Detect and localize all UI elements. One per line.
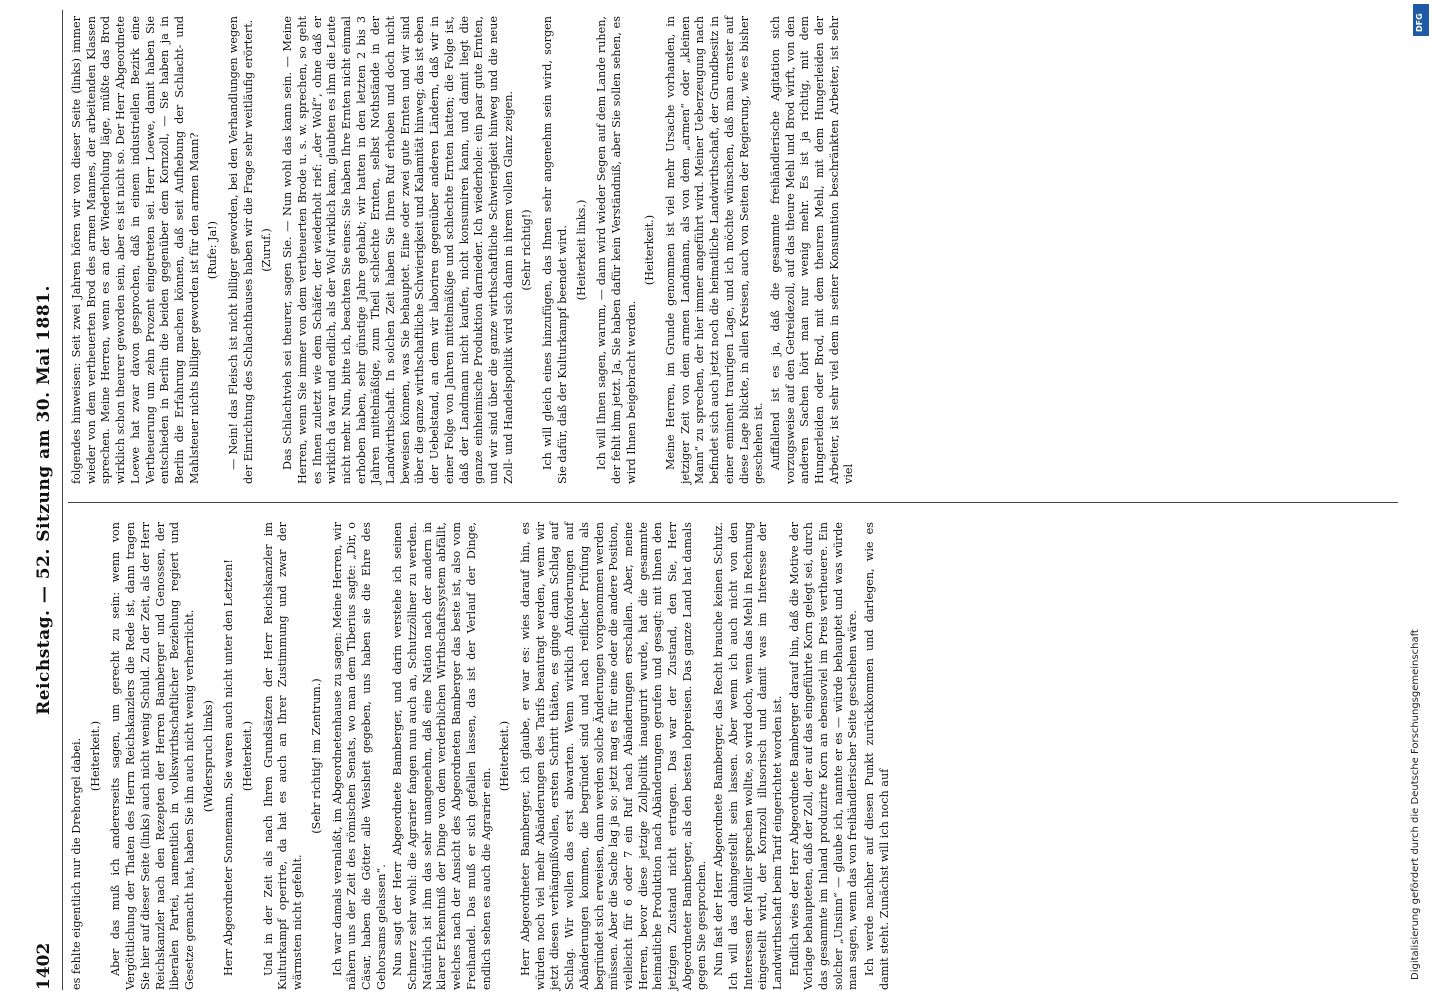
paragraph: Herr Abgeordneter Sonnemann, Sie waren auch nicht unter den Letzten! xyxy=(222,559,236,976)
paragraph: Endlich wies der Herr Abgeordnete Bamberger darauf hin, daß die Motive der Vorlage behaupteten, daß der Zoll, der auf das eingeführte Korn gelegt sei, durch das gesammte im Inland produzirte Korn an ebensoviel im Preis vertheuere. Ein solcher „Unsinn“ — glaube ich, nannte er es — würde behauptet und was würde man sagen, wenn das von freihändlerischer Seite geschehen wäre. xyxy=(787,522,860,990)
paragraph: Ich will Ihnen sagen, warum, — dann wird wieder Segen auf dem Lande ruhen, der fehlt ihm jetzt. Ja, Sie haben dafür kein Verständniß, aber Sie sollen sehen, es wird Ihnen beigebracht werden. xyxy=(595,16,638,484)
paragraph: Herr Abgeordneter Bamberger, ich glaube, er war es: wies darauf hin, es würden noch viel mehr Abänderungen des Tarifs beantragt werden, wenn wir jetzt diesen verhängnißvollen, ersten Schritt thäten, es ginge dann Schlag auf Schlag. Wir wollen das erst abwarten. Wenn wirklich Anforderungen auf Abänderungen kommen, die begründet sind und nach reiflicher Prüfung als begründet sich erweisen, dann werden solche Änderungen vorgenommen werden müssen. Aber die Sache lag ja so: jetzt mag es für eine oder die andere Position, vielleicht für 6 oder 7 ein Ruf nach Abänderungen erschallen. Aber, meine Herren, bevor diese jetzige Zollpolitik inaugurirt wurde, hat die gesammte heimatliche Produktion nach Abänderungen gerufen und gesagt: mit Ihnen den jetzigen Zustand nicht ertragen. Das war der Zustand, den Sie, Herr Abgeordneter Bamberger, als den besten lobpreisen. Das ganze Land hat damals gegen Sie gesprochen. xyxy=(518,522,709,990)
digitization-credit xyxy=(1410,40,1424,980)
paragraph: Nun fast der Herr Abgeordnete Bamberger, das Recht brauche keinen Schutz. Ich will das dahingestellt sein lassen. Aber wenn ich auch nicht von den Interessen der Müller sprechen wollte, so wird doch, wenn das Mehl in Rechnung eingestellt wird, der Kornzoll illusorisch und damit was im Interesse der Landwirthschaft beim Tarif eingerichtet worden ist. xyxy=(712,522,784,990)
interjection: (Sehr richtig!) xyxy=(520,209,534,291)
paragraph: Das Schlachtvieh sei theurer, sagen Sie. — Nun wohl das kann sein. — Meine Herren, wenn Sie immer von dem vertheuerten Brode u. s. w. sprechen, so geht es Ihnen zuletzt wie dem Schäfer, der wiederholt rief: „der Wolf“, ohne daß er wirklich da war und endlich, als der Wolf wirklich kam, glaubten es ihm die Leute nicht mehr. Nun, bitte ich, beachten Sie eines: Sie haben Ihre Ernten nicht einmal erhoben haben, sehr günstige Jahre gehabt; wir hatten in den letzten 2 bis 3 Jahren mittelmäßige, zum Theil schlechte Ernten, selbst Nothstände in der Landwirthschaft. In solchen Zeit haben Sie Ihren Ruf erhoben und doch nicht beweisen können, was Sie behauptet. Eine oder zwei gute Ernten und wir sind über die ganze wirthschaftliche Schwierigkeit und Kalamität hinweg; das ist eben der Uebelstand, an dem wir laboriren gegenüber anderen Ländern, daß wir in einer Folge von Jahren mittelmäßige und schlechte Ernten hatten; die Folge ist, daß der Landmann nicht kaufen, nicht konsumiren kann, und damit liegt die ganze einheimische Produktion darnieder. Ich wiederhole: ein paar gute Ernten, und wir sind über die ganze wirthschaftliche Schwierigkeit hinweg und die neue Zoll- und Handelspolitik wird sich dann in ihrem vollen Glanz zeigen. xyxy=(281,16,515,484)
right-column xyxy=(70,16,859,484)
dfg-logo: DFG xyxy=(1413,4,1429,36)
paragraph: Und in der Zeit als nach Ihren Grundsätzen der Herr Reichskanzler im Kulturkampf operirte, da hat es auch an Ihrer Zustimmung und zwar der wärmsten nicht gefehlt. xyxy=(261,522,305,990)
interjection: (Heiterkeit links.) xyxy=(574,199,588,301)
page-number: 1402 xyxy=(34,942,54,990)
header-rule xyxy=(62,10,63,990)
rotated-page-content xyxy=(30,10,1410,990)
paragraph: es fehlte eigentlich nur die Drehorgel dabei. xyxy=(70,737,83,990)
interjection: (Sehr richtig! im Zentrum.) xyxy=(309,678,323,834)
interjection: (Heiterkeit.) xyxy=(643,214,657,286)
interjection: (Heiterkeit.) xyxy=(241,720,255,792)
paragraph: Meine Herren, im Grunde genommen ist viel mehr Ursache vorhanden, in jetziger Zeit von dem armen Landmann, als von dem „armen“ oder „kleinen Mann“ zu sprechen, der hier immer angeführt wird. Meiner Ueberzeugung nach befindet sich auch jetzt noch die heimatliche Landwirthschaft, der Grundbesitz in einer eminent traurigen Lage, und ich möchte wünschen, daß man ernster auf diese Lage blickte, in allen Kreisen, auch von Seiten der Regierung, wie es bisher geschehen ist. xyxy=(664,16,766,484)
paragraph: folgendes hinweisen: Seit zwei Jahren hören wir von dieser Seite (links) immer wieder von dem vertheuerten Brod des armen Mannes, der arbeitenden Klassen sprechen. Meine Herren, wenn es an der Wiederholung läge, müßte das Brod wirklich schon theurer geworden sein, aber es ist nicht so. Der Herr Abgeordnete Loewe hat zwar davon gesprochen, daß in einem industriellen Bezirk eine Vertheuerung um zehn Prozent eingetreten sei. Herr Loewe, damit haben Sie entschieden in Berlin die beiden gegenüber dem Kornzoll, — Sie haben ja in Berlin die Erfahrung machen können, daß seit Aufhebung der Schlacht- und Mahlsteuer nichts billiger geworden ist für den armen Mann? xyxy=(70,16,201,484)
paragraph: Nun sagt der Herr Abgeordnete Bamberger, und darin verstehe ich seinen Schmerz sehr wohl: die Agrarier fangen nun auch an, Schutzzöllner zu werden. Natürlich ist ihm das sehr unangenehm, daß eine Nation nach der andern in klarer Erkenntniß der Dinge von dem verderblichen Wirthschaftssystem abfällt, welches nach der Ansicht des Abgeordneten Bamberger das beste ist, also vom Freihandel. Das muß er sich gefallen lassen, das ist der Verlauf der Dinge, endlich sehen es auch die Agrarier ein. xyxy=(391,522,493,990)
interjection: (Widerspruch links) xyxy=(201,699,215,813)
interjection: (Heiterkeit.) xyxy=(498,720,512,792)
paragraph: Ich will gleich eines hinzufügen, das Ihnen sehr angenehm sein wird, sorgen Sie dafür, daß der Kulturkampf beendet wird. xyxy=(541,16,569,484)
paragraph: Auffallend ist es ja, daß die gesammte freihändlerische Agitation sich vorzugsweise auf den Getreidezoll, auf das theure Mehl und Brod wirft, von den anderen Sachen hört man nur wenig mehr. Es ist ja richtig, mit dem Hungerleiden oder Brod, mit dem theuren Mehl, mit dem Hungerleiden der Arbeiter, ist sehr viel dem in seiner Konsumtion beschränkten Arbeiter, ist sehr viel xyxy=(768,16,856,484)
credit-text: Digitalisierung gefördert durch die Deutsche Forschungsgemeinschaft xyxy=(1410,629,1421,980)
interjection: (Zuruf.) xyxy=(260,228,274,272)
paragraph: Aber das muß ich andererseits sagen, um gerecht zu sein: wenn von Vergöttlichung der Thaten des Herrn Reichskanzlers die Rede ist, dann tragen Sie hier auf dieser Seite (links) auch nicht wenig Schuld. Zu der Zeit, als der Herr Reichskanzler nach den Rezepten der Herren Bamberger und Genossen, der liberalen Partei, namentlich in volkswirthschaftlicher Beziehung regiert und Gesetze gemacht hat, haben Sie ihn auch nicht wenig verherrlicht. xyxy=(109,522,196,990)
page-title: Reichstag. — 52. Sitzung am 30. Mai 1881. xyxy=(34,285,54,715)
paragraph: Ich werde nachher auf diesen Punkt zurückkommen und darlegen, wie es damit steht. Zunächst will ich noch auf xyxy=(863,522,891,990)
paragraph: Ich war damals veranlaßt, im Abgeordnetenhause zu sagen: Meine Herren, wir nähern uns der Zeit des römischen Senats, wo man dem Tiberius sagte: „Dir, o Cäsar, haben die Götter alle Weisheit gegeben, uns haben sie die Ehre des Gehorsams gelassen“. xyxy=(330,522,388,990)
left-column xyxy=(70,522,895,990)
interjection: (Rufe: Ja!) xyxy=(206,220,220,280)
page-header xyxy=(30,10,60,990)
paragraph: — Nein! das Fleisch ist nicht billiger geworden, bei den Verhandlungen wegen der Einrichtung des Schlachthauses haben wir die Frage sehr weitläufig erörtert. xyxy=(227,16,255,484)
interjection: (Heiterkeit.) xyxy=(88,720,102,792)
column-divider xyxy=(68,502,1398,503)
